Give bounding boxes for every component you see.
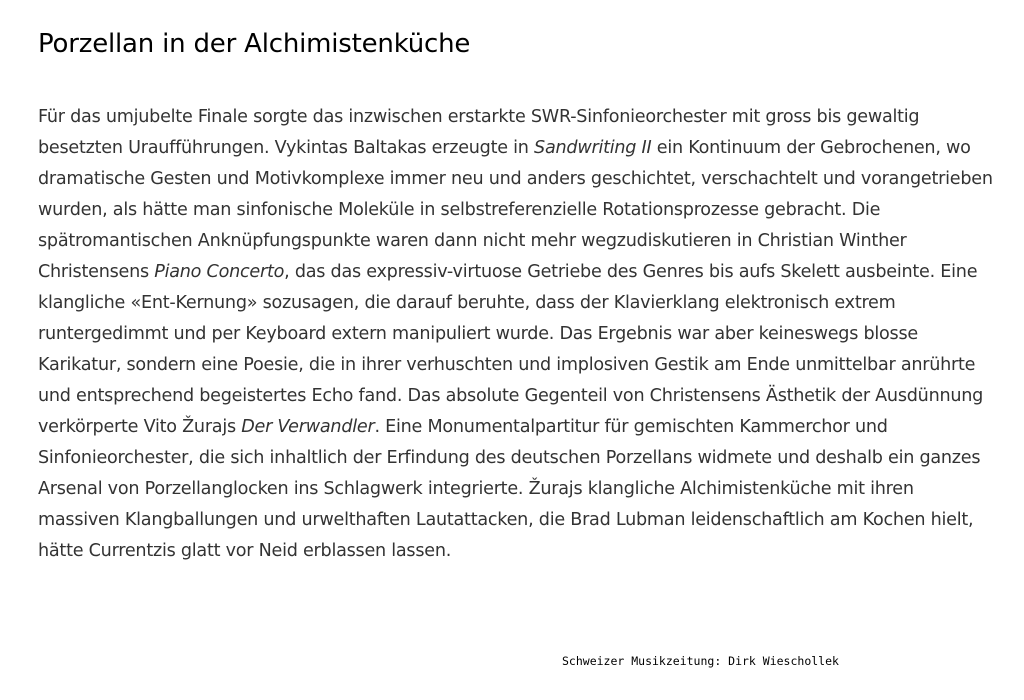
article-text-part-1: Für das umjubelte Finale sorgte das inzwischen erstarkte SWR-Sinfonieorchester mit gross bis gewaltig besetzten Uraufführungen. Vykintas Baltakas erzeugte in bbox=[38, 107, 920, 158]
work-title-piano-concerto: Piano Concerto bbox=[154, 262, 285, 282]
article-text-part-2: ein Kontinuum der Gebrochenen, wo dramatische Gesten und Motivkomplexe immer neu und anders geschichtet, verschachtelt und vorangetrieben wurden, als hätte man sinfonische Moleküle in selbstreferenzielle Rotationsprozesse gebracht. Die spätromantischen Anknüpfungspunkte waren dann nicht mehr wegzudiskutieren in Christian Winther Christensens bbox=[38, 138, 993, 282]
article-body bbox=[38, 102, 998, 567]
article-text-part-3: , das das expressiv-virtuose Getriebe des Genres bis aufs Skelett ausbeinte. Eine klangliche «Ent-Kernung» sozusagen, die darauf beruhte, dass der Klavierklang elektronisch extrem runtergedimmt und per Keyboard extern manipuliert wurde. Das Ergebnis war aber keineswegs blosse Karikatur, sondern eine Poesie, die in ihrer verhuschten und implosiven Gestik am Ende unmittelbar anrührte und entsprechend begeistertes Echo fand. Das absolute Gegenteil von Christensens Ästhetik der Ausdünnung verkörperte Vito Žurajs bbox=[38, 262, 984, 437]
work-title-der-verwandler: Der Verwandler bbox=[241, 417, 375, 437]
article-text-part-4: . Eine Monumentalpartitur für gemischten Kammerchor und Sinfonieorchester, die sich inhaltlich der Erfindung des deutschen Porzellans widmete und deshalb ein ganzes Arsenal von Porzellanglocken ins Schlagwerk integrierte. Žurajs klangliche Alchimistenküche mit ihren massiven Klangballungen und urwelthaften Lautattacken, die Brad Lubman leidenschaftlich am Kochen hielt, hätte Currentzis glatt vor Neid erblassen lassen. bbox=[38, 417, 981, 561]
article-title: Porzellan in der Alchimistenküche bbox=[38, 29, 471, 59]
article bbox=[38, 22, 998, 567]
work-title-sandwriting: Sandwriting II bbox=[534, 138, 652, 158]
source-credit: Schweizer Musikzeitung: Dirk Wieschollek bbox=[562, 654, 839, 668]
